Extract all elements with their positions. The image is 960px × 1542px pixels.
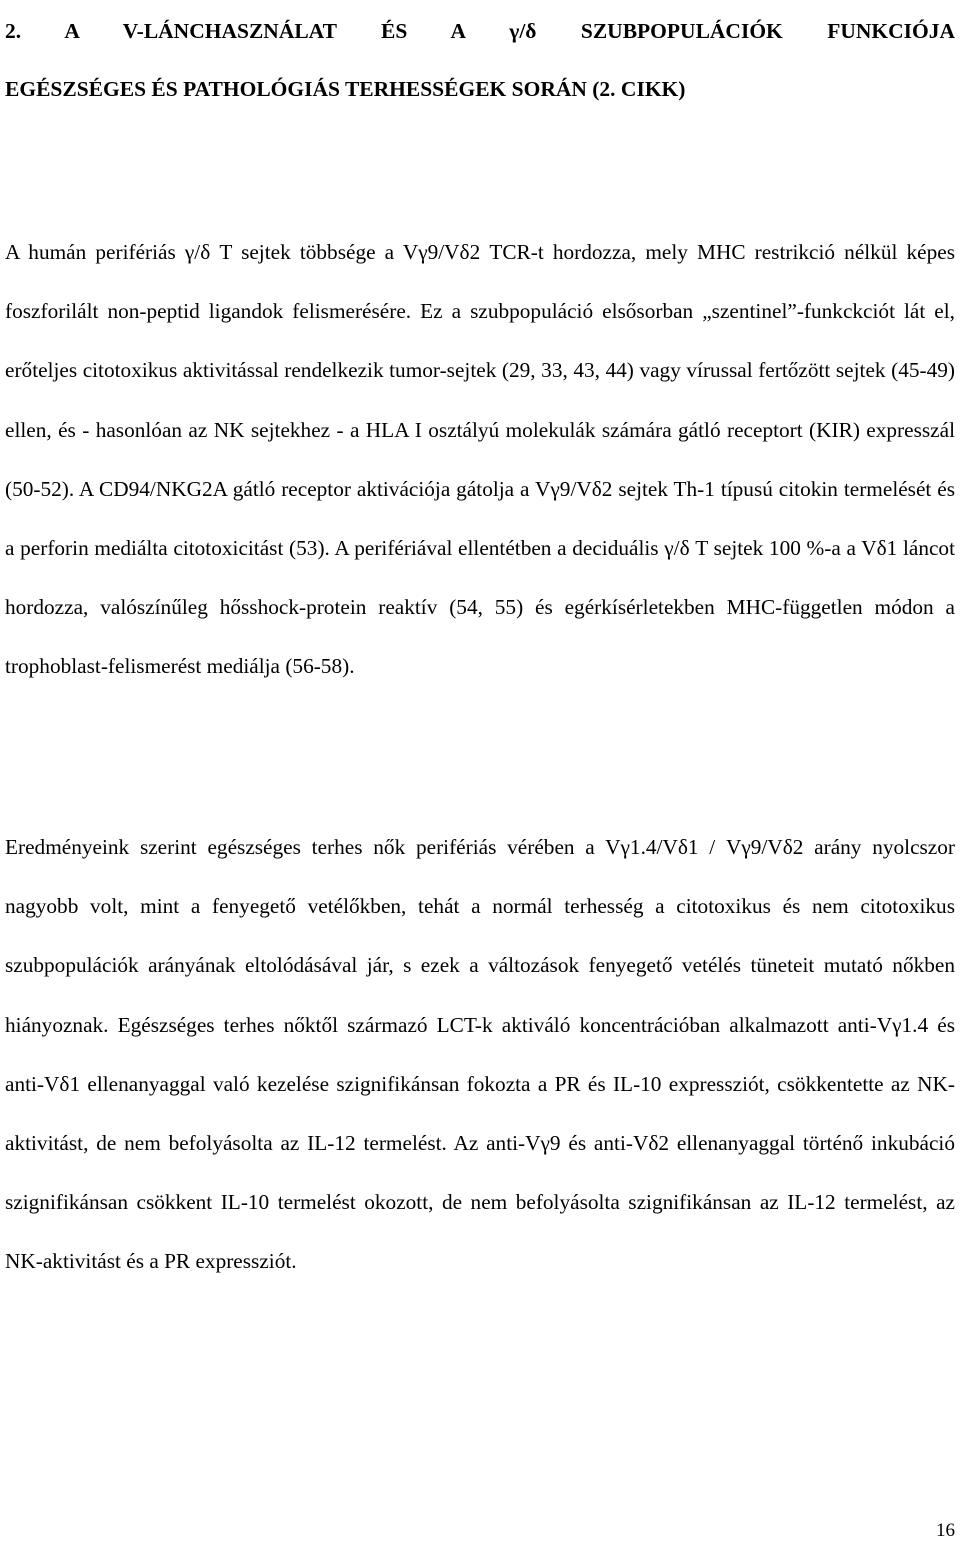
section-heading — [5, 2, 955, 118]
section-heading-line-1: 2. A V-LÁNCHASZNÁLAT ÉS A γ/δ SZUBPOPULÁCIÓK FUNKCIÓJA — [5, 19, 955, 43]
body-paragraph-2: Eredményeink szerint egészséges terhes nők perifériás vérében a Vγ1.4/Vδ1 / Vγ9/Vδ2 arány nyolcszor nagyobb volt, mint a fenyegető vetélőkben, tehát a normál terhesség a citotoxikus és nem citotoxikus szubpopulációk arányának eltolódásával jár, s ezek a változások fenyegető vetélés tüneteit mutató nőkben hiányoznak. Egészséges terhes nőktől származó LCT-k aktiváló koncentrációban alkalmazott anti-Vγ1.4 és anti-Vδ1 ellenanyaggal való kezelése szignifikánsan fokozta a PR és IL-10 expressziót, csökkentette az NK-aktivitást, de nem befolyásolta az IL-12 termelést. Az anti-Vγ9 és anti-Vδ2 ellenanyaggal történő inkubáció szignifikánsan csökkent IL-10 termelést okozott, de nem befolyásolta szignifikánsan az IL-12 termelést, az NK-aktivitást és a PR expressziót. — [5, 835, 955, 1274]
section-heading-line-2: EGÉSZSÉGES ÉS PATHOLÓGIÁS TERHESSÉGEK SORÁN (2. CIKK) — [5, 77, 686, 101]
body-paragraph-1: A humán perifériás γ/δ T sejtek többsége a Vγ9/Vδ2 TCR-t hordozza, mely MHC restrikció nélkül képes foszforilált non-peptid ligandok felismerésére. Ez a szubpopuláció elsősorban „szentinel”-funkckciót lát el, erőteljes citotoxikus aktivitással rendelkezik tumor-sejtek (29, 33, 43, 44) vagy vírussal fertőzött sejtek (45-49) ellen, és - hasonlóan az NK sejtekhez - a HLA I osztályú molekulák számára gátló receptort (KIR) expresszál (50-52). A CD94/NKG2A gátló receptor aktivációja gátolja a Vγ9/Vδ2 sejtek Th-1 típusú citokin termelését és a perforin mediálta citotoxicitást (53). A perifériával ellentétben a deciduális γ/δ T sejtek 100 %-a a Vδ1 láncot hordozza, valószínűleg hősshock-protein reaktív (54, 55) és egérkísérletekben MHC-független módon a trophoblast-felismerést mediálja (56-58). — [5, 240, 955, 679]
page-number: 16 — [936, 1520, 955, 1541]
